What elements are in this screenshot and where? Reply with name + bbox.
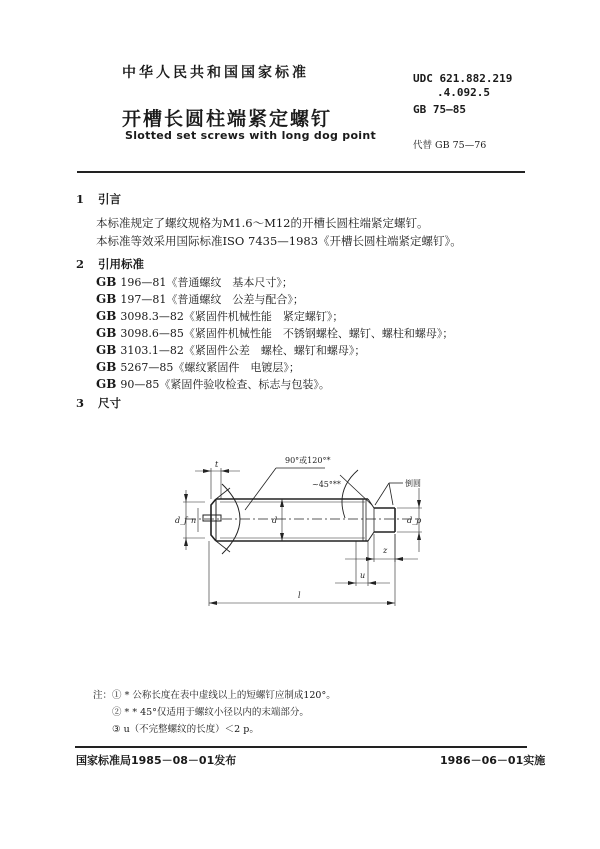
reference-prefix: GB [96,309,117,323]
reference-text: 90—85《紧固件验收检查、标志与包装》。 [120,378,330,391]
section-1-paragraph: 本标准规定了螺纹规格为M1.6～M12的开槽长圆柱端紧定螺钉。 [96,216,429,230]
dim-label-z: z [383,546,388,555]
document-title-en: Slotted set screws with long dog point [125,129,377,142]
note-marker: ③ [112,724,121,735]
reference-text: 3103.1—82《紧固件公差 螺栓、螺钉和螺母》； [120,344,366,357]
section-title: 引言 [98,192,121,206]
reference-text: 197—81《普通螺纹 公差与配合》； [120,293,304,306]
effective-date: 1986－06－01实施 [440,754,546,767]
note-marker: ① [112,690,122,701]
footer-divider [75,746,527,748]
document-title-cn: 开槽长圆柱端紧定螺钉 [122,108,333,130]
label-45-degree: ~45°** [312,480,341,489]
note-item [112,721,259,735]
note-text: * 公称长度在表中虚线以上的短螺钉应制成120°。 [124,690,336,701]
replaces-standard: 代替 GB 75—76 [413,140,487,151]
udc-line-1: UDC 621.882.219 [413,72,513,85]
label-chamfer: 倒圆 [405,479,421,488]
reference-prefix: GB [96,275,117,289]
standard-number: GB 75—85 [413,103,466,116]
reference-prefix: GB [96,360,117,374]
reference-prefix: GB [96,377,117,391]
reference-text: 3098.6—85《紧固件机械性能 不锈钢螺栓、螺钉、螺柱和螺母》； [120,327,454,340]
dim-label-dp: d_p [407,516,422,525]
section-number: 3 [76,396,85,410]
dim-label-l: l [298,591,301,600]
reference-text: 196—81《普通螺纹 基本尺寸》； [120,276,293,289]
issue-date: 国家标准局1985－08－01发布 [76,754,237,767]
section-title: 尺寸 [98,396,121,410]
notes-prefix: 注： [93,690,113,701]
section-title: 引用标准 [98,257,144,271]
dim-label-d: d [272,516,278,525]
label-point-angle: 90°或120°* [285,456,331,465]
reference-text: 5267—85《螺纹紧固件 电镀层》； [120,361,300,374]
section-1-paragraph: 本标准等效采用国际标准ISO 7435—1983《开槽长圆柱端紧定螺钉》。 [96,234,462,248]
reference-prefix: GB [96,292,117,306]
dim-label-df: d_f [175,516,188,525]
note-item [93,687,336,701]
note-marker: ② [112,707,122,718]
dim-label-u: u [360,571,366,580]
udc-line-2: .4.092.5 [437,86,490,99]
issuing-body: 中华人民共和国国家标准 [122,65,309,81]
dim-label-n: n [191,516,197,525]
reference-prefix: GB [96,343,117,357]
note-text: u（不完整螺纹的长度）＜2 p。 [123,724,259,735]
dim-label-t: t [215,460,219,469]
note-item [112,704,309,718]
section-number: 2 [76,257,85,271]
note-text: * * 45°仅适用于螺纹小径以内的末端部分。 [124,707,309,718]
reference-prefix: GB [96,326,117,340]
reference-text: 3098.3—82《紧固件机械性能 紧定螺钉》； [120,310,344,323]
section-number: 1 [76,192,85,206]
